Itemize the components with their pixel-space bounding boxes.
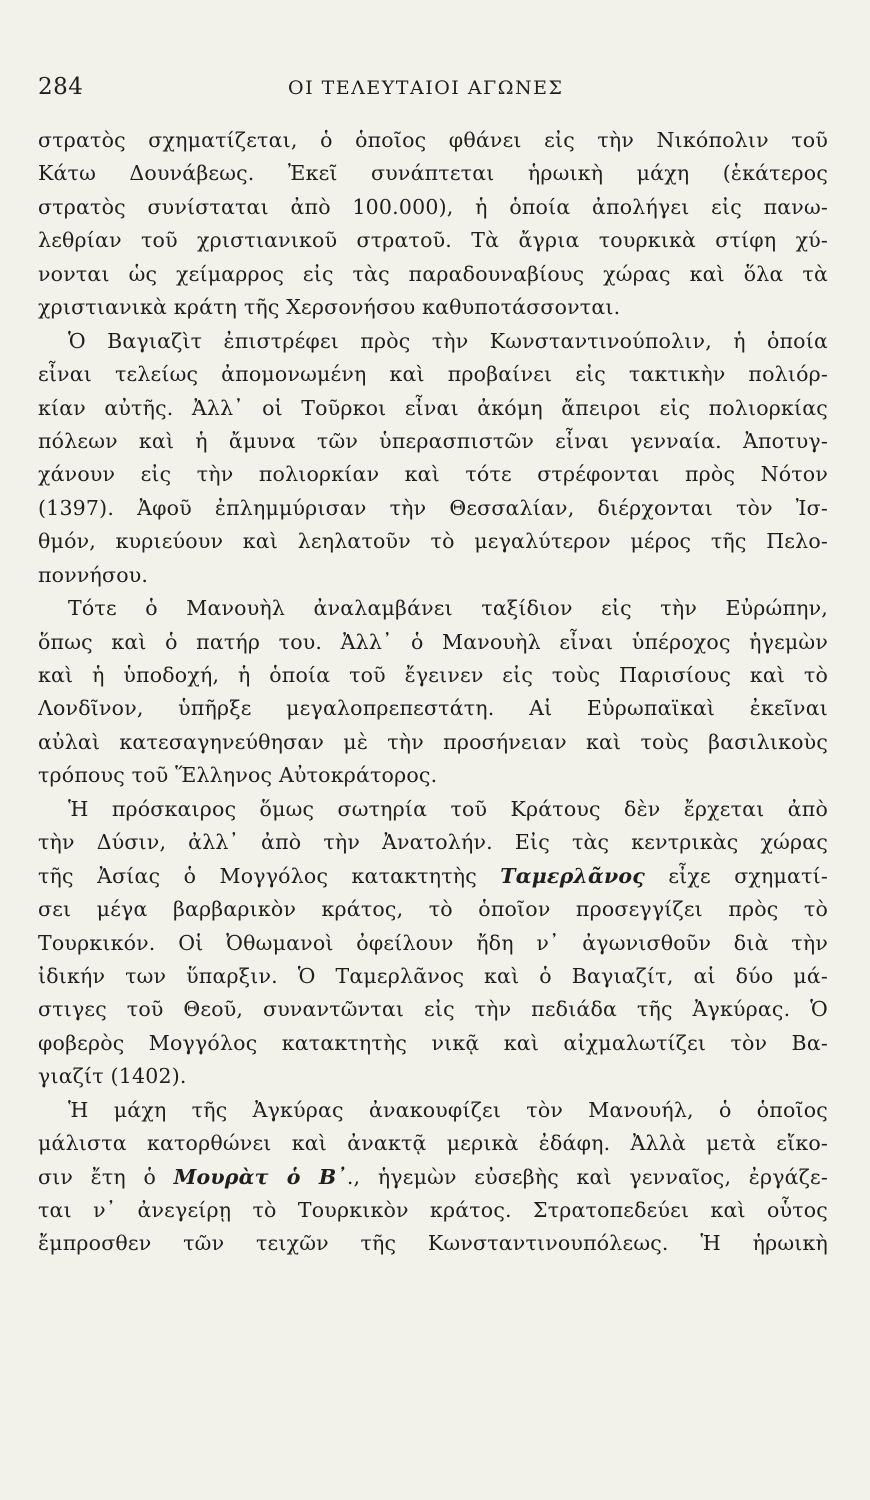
text-line: σει μέγα βαρβαρικὸν κράτος, τὸ ὁποῖον προσεγγίζει πρὸς τὸ [38, 897, 828, 922]
page-header [38, 74, 828, 106]
text-line: χριστιανικὰ κράτη τῆς Χερσονήσου καθυποτάσσονται. [38, 295, 621, 320]
text-line: ται ν᾽ ἀνεγείρῃ τὸ Τουρκικὸν κράτος. Στρατοπεδεύει καὶ οὗτος [38, 1198, 828, 1222]
text-line: θμόν, κυριεύουν καὶ λεηλατοῦν τὸ μεγαλύτερον μέρος τῆς Πελο- [38, 529, 828, 554]
text-line: μάλιστα κατορθώνει καὶ ἀνακτᾷ μερικὰ ἐδάφη. Ἀλλὰ μετὰ εἴκο- [38, 1131, 828, 1156]
text-line: νονται ὡς χείμαρρος εἰς τὰς παραδουναβίους χώρας καὶ ὅλα τὰ [38, 261, 828, 286]
text-line: κίαν αὐτῆς. Ἀλλ᾽ οἱ Τοῦρκοι εἶναι ἀκόμη ἄπειροι εἰς πολιορκίας [38, 395, 828, 420]
paragraph-start-line: Ἡ μάχη τῆς Ἀγκύρας ἀνακουφίζει τὸν Μανουήλ, ὁ ὁποῖος [68, 1097, 828, 1122]
running-title: ΟΙ ΤΕΛΕΥΤΑΙΟΙ ΑΓΩΝΕΣ [288, 77, 564, 99]
emphasized-name: Μουρὰτ ὁ Β᾽ [173, 1164, 347, 1189]
text-line: στρατὸς συνίσταται ἀπὸ 100.000), ἡ ὁποία ἀπολήγει εἰς πανω- [38, 194, 828, 219]
text-line: πόλεων καὶ ἡ ἄμυνα τῶν ὑπερασπιστῶν εἶναι γενναία. Ἀποτυγ- [38, 428, 828, 453]
paragraph-start-line: Ὁ Βαγιαζὶτ ἐπιστρέφει πρὸς τὴν Κωνσταντινούπολιν, ἡ ὁποία [68, 328, 828, 353]
text-line: Τουρκικόν. Οἱ Ὀθωμανοὶ ὀφείλουν ἤδη ν᾽ ἀγωνισθοῦν διὰ τὴν [38, 930, 828, 955]
text-line: ὅπως καὶ ὁ πατήρ του. Ἀλλ᾽ ὁ Μανουὴλ εἶναι ὑπέροχος ἡγεμὼν [38, 629, 828, 654]
text-line: αὐλαὶ κατεσαγηνεύθησαν μὲ τὴν προσήνειαν καὶ τοὺς βασιλικοὺς [38, 729, 828, 754]
text-line: στρατὸς σχηματίζεται, ὁ ὁποῖος φθάνει εἰς τὴν Νικόπολιν τοῦ [38, 128, 828, 152]
text-line: καὶ ἡ ὑποδοχή, ἡ ὁποία τοῦ ἔγεινεν εἰς τοὺς Παρισίους καὶ τὸ [38, 663, 828, 687]
text-line: σιν ἔτη ὁ Μουρὰτ ὁ Β᾽., ἡγεμὼν εὐσεβὴς καὶ γενναῖος, ἐργάζε- [38, 1164, 828, 1189]
text-line: εἶναι τελείως ἀπομονωμένη καὶ προβαίνει εἰς τακτικὴν πολιόρ- [38, 362, 828, 387]
text-line: τῆς Ἀσίας ὁ Μογγόλος κατακτητὴς Ταμερλᾶνος εἶχε σχηματί- [38, 863, 828, 888]
body-text [38, 124, 828, 1261]
paragraph-start-line: Ἡ πρόσκαιρος ὅμως σωτηρία τοῦ Κράτους δὲν ἔρχεται ἀπὸ [68, 796, 828, 821]
text-line: Κάτω Δουνάβεως. Ἐκεῖ συνάπτεται ἡρωικὴ μάχη (ἑκάτερος [38, 161, 828, 186]
text-line: στιγες τοῦ Θεοῦ, συναντῶνται εἰς τὴν πεδιάδα τῆς Ἀγκύρας. Ὁ [38, 997, 828, 1022]
text-line: φοβερὸς Μογγόλος κατακτητὴς νικᾷ καὶ αἰχμαλωτίζει τὸν Βα- [38, 1030, 828, 1055]
text-line: τὴν Δύσιν, ἀλλ᾽ ἀπὸ τὴν Ἀνατολήν. Εἰς τὰς κεντρικὰς χώρας [38, 830, 828, 855]
text-line: χάνουν εἰς τὴν πολιορκίαν καὶ τότε στρέφονται πρὸς Νότον [38, 462, 828, 487]
text-line: λεθρίαν τοῦ χριστιανικοῦ στρατοῦ. Τὰ ἄγρια τουρκικὰ στίφη χύ- [38, 228, 828, 253]
text-line: ποννήσου. [38, 562, 149, 587]
text-line: τρόπους τοῦ Ἕλληνος Αὐτοκράτορος. [38, 763, 438, 788]
text-line: γιαζίτ (1402). [38, 1064, 187, 1089]
text-line: Λονδῖνον, ὑπῆρξε μεγαλοπρεπεστάτη. Αἱ Εὐρωπαϊκαὶ ἐκεῖναι [38, 696, 828, 721]
page-number: 284 [38, 74, 84, 100]
emphasized-name: Ταμερλᾶνος [500, 863, 645, 888]
paragraph-start-line: Τότε ὁ Μανουὴλ ἀναλαμβάνει ταξίδιον εἰς τὴν Εὐρώπην, [68, 596, 828, 621]
text-line: ἰδικήν των ὕπαρξιν. Ὁ Ταμερλᾶνος καὶ ὁ Βαγιαζίτ, αἱ δύο μά- [38, 963, 828, 988]
text-line: (1397). Ἀφοῦ ἐπλημμύρισαν τὴν Θεσσαλίαν, διέρχονται τὸν Ἰσ- [38, 495, 828, 520]
text-line: ἔμπροσθεν τῶν τειχῶν τῆς Κωνσταντινουπόλεως. Ἡ ἡρωικὴ [38, 1231, 828, 1256]
